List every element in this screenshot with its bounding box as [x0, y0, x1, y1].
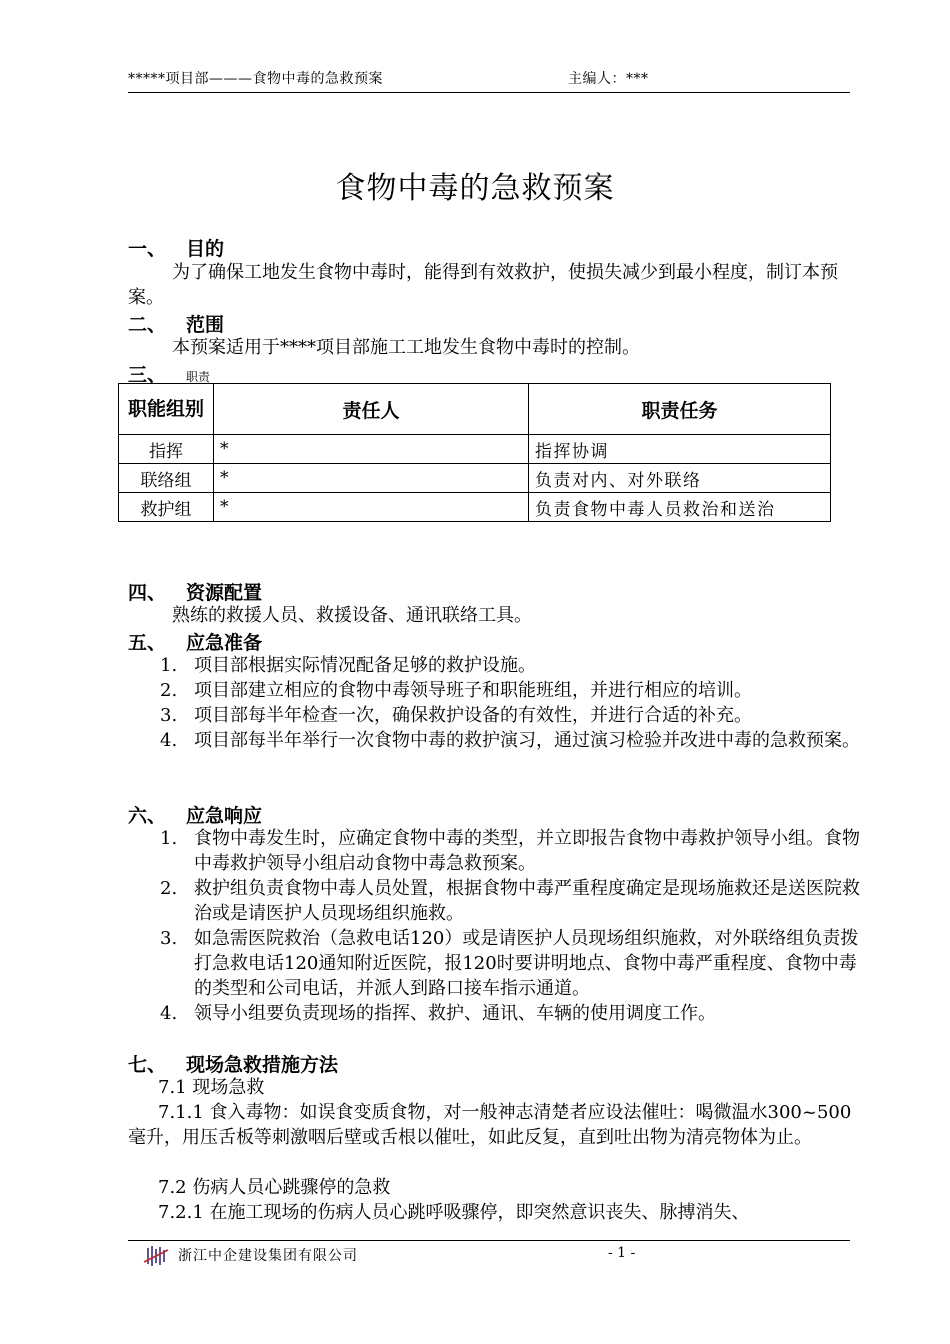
- table-row: [119, 435, 831, 464]
- list-item: [150, 876, 864, 926]
- section-title: 资源配置: [186, 582, 263, 604]
- list-item-text: 食物中毒发生时，应确定食物中毒的类型，并立即报告食物中毒救护领导小组。食物中毒救护领导小组启动食物中毒急救预案。: [194, 828, 860, 874]
- header-editor: 主编人：***: [568, 71, 649, 87]
- section-number: 二、: [128, 314, 167, 336]
- list-item-text: 救护组负责食物中毒人员处置，根据食物中毒严重程度确定是现场施救还是送医院救治或是请医护人员现场组织施救。: [194, 878, 860, 924]
- list-item-text: 项目部每半年检查一次，确保救护设备的有效性，并进行合适的补充。: [194, 705, 752, 726]
- table-cell-group: 指挥: [119, 435, 214, 464]
- section-title: 目的: [186, 238, 225, 260]
- list-item-text: 项目部每半年举行一次食物中毒的救护演习，通过演习检验并改进中毒的急救预案。: [194, 730, 860, 751]
- section-heading-purpose: [128, 234, 224, 261]
- page-footer: [128, 1240, 850, 1271]
- list-item: [150, 926, 864, 1001]
- list-number: 1.: [160, 828, 178, 849]
- purpose-paragraph: 为了确保工地发生食物中毒时，能得到有效救护，使损失减少到最小程度，制订本预案。: [128, 262, 838, 308]
- section-title: 范围: [186, 314, 225, 336]
- list-item-text: 领导小组要负责现场的指挥、救护、通讯、车辆的使用调度工作。: [194, 1003, 716, 1024]
- preparation-list: [150, 653, 864, 753]
- list-item: [150, 653, 864, 678]
- list-item: [150, 703, 864, 728]
- list-number: 3.: [160, 928, 178, 949]
- section-title: 应急准备: [186, 632, 263, 654]
- list-number: 4.: [160, 1003, 178, 1024]
- subsection-7-2: 7.2 伤病人员心跳骤停的急救: [158, 1177, 391, 1198]
- list-number: 2.: [160, 680, 178, 701]
- table-row: [119, 493, 831, 522]
- section-title: 应急响应: [186, 805, 263, 827]
- section-number: 三、: [128, 364, 167, 386]
- section-number: 五、: [128, 632, 167, 654]
- list-number: 4.: [160, 730, 178, 751]
- section-heading-onsite-first-aid: [128, 1050, 338, 1077]
- table-cell-responsible: *: [214, 435, 529, 464]
- table-header-group: 职能组别: [119, 384, 214, 435]
- table-row: [119, 464, 831, 493]
- list-number: 1.: [160, 655, 178, 676]
- section-heading-resources: [128, 578, 262, 605]
- table-header-task: 职责任务: [529, 384, 831, 435]
- table-header-row: [119, 384, 831, 435]
- list-item: [150, 728, 864, 753]
- scope-paragraph: 本预案适用于****项目部施工工地发生食物中毒时的控制。: [172, 337, 640, 358]
- company-logo-icon: [142, 1245, 170, 1267]
- paragraph-7-2-1: 7.2.1 在施工现场的伤病人员心跳呼吸骤停，即突然意识丧失、脉搏消失、: [158, 1202, 750, 1223]
- paragraph-7-1-1: 7.1.1 食入毒物：如误食变质食物，对一般神志清楚者应设法催吐：喝微温水300~500毫升，用压舌板等刺激咽后壁或舌根以催吐，如此反复，直到吐出物为清亮物体为止。: [128, 1102, 852, 1148]
- list-number: 3.: [160, 705, 178, 726]
- page-number: - 1 -: [608, 1245, 636, 1261]
- list-item: [150, 1001, 864, 1026]
- resources-paragraph: 熟练的救援人员、救援设备、通讯联络工具。: [172, 605, 532, 626]
- section-heading-response: [128, 801, 262, 828]
- duties-table: [118, 383, 831, 522]
- page-header: [128, 66, 850, 93]
- list-item-text: 项目部根据实际情况配备足够的救护设施。: [194, 655, 536, 676]
- list-item: [150, 826, 864, 876]
- list-item: [150, 678, 864, 703]
- section-number: 一、: [128, 238, 167, 260]
- table-cell-responsible: *: [214, 493, 529, 522]
- table-cell-task: 指挥协调: [529, 435, 831, 464]
- table-cell-task: 负责对内、对外联络: [529, 464, 831, 493]
- table-header-responsible: 责任人: [214, 384, 529, 435]
- table-cell-responsible: *: [214, 464, 529, 493]
- document-title: 食物中毒的急救预案: [335, 171, 615, 206]
- section-heading-preparation: [128, 628, 262, 655]
- section-number: 六、: [128, 805, 167, 827]
- table-cell-group: 联络组: [119, 464, 214, 493]
- list-item-text: 如急需医院救治（急救电话120）或是请医护人员现场组织施救，对外联络组负责拨打急救电话120通知附近医院，报120时要讲明地点、食物中毒严重程度、食物中毒的类型和公司电话，并派人到路口接车指示通道。: [194, 928, 859, 999]
- section-number: 七、: [128, 1054, 167, 1076]
- response-list: [150, 826, 864, 1026]
- list-item-text: 项目部建立相应的食物中毒领导班子和职能班组，并进行相应的培训。: [194, 680, 752, 701]
- section-title: 职责: [186, 370, 211, 384]
- header-project-title: *****项目部———食物中毒的急救预案: [128, 71, 383, 87]
- subsection-7-1: 7.1 现场急救: [158, 1077, 265, 1098]
- list-number: 2.: [160, 878, 178, 899]
- table-cell-group: 救护组: [119, 493, 214, 522]
- section-title: 现场急救措施方法: [186, 1054, 339, 1076]
- table-cell-task: 负责食物中毒人员救治和送治: [529, 493, 831, 522]
- section-heading-scope: [128, 310, 224, 337]
- section-number: 四、: [128, 582, 167, 604]
- footer-company-name: 浙江中企建设集团有限公司: [178, 1248, 358, 1264]
